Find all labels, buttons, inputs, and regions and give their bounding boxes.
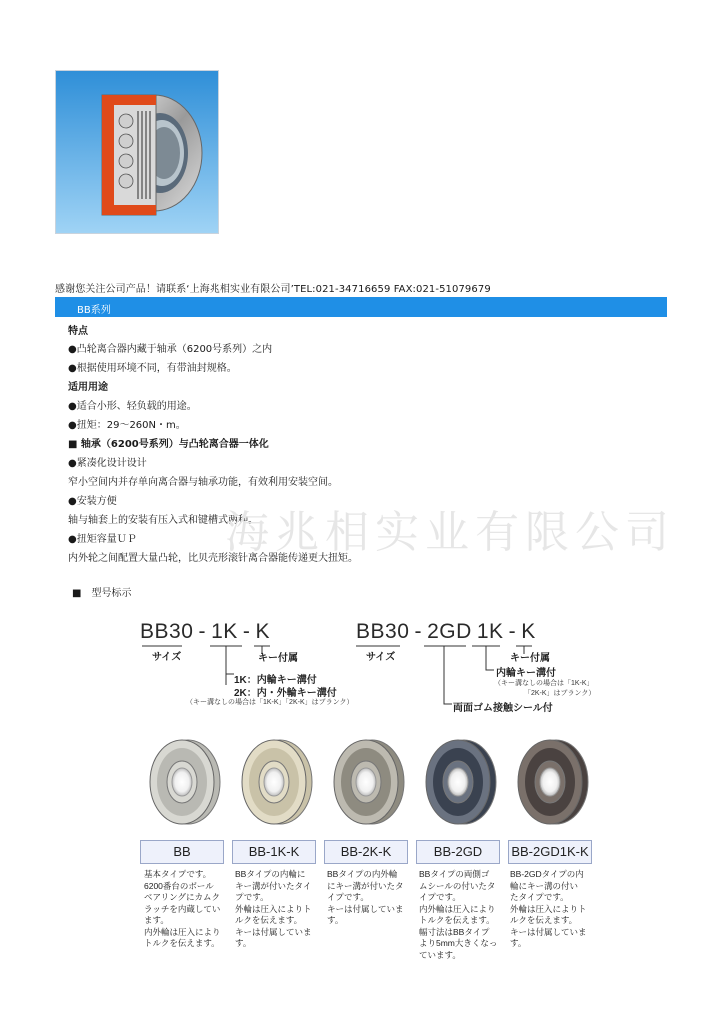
code-part-dash: - — [198, 620, 206, 643]
section-header-title: BB系列 — [77, 305, 111, 316]
content-line: 特点 — [68, 326, 88, 337]
size-label-left: サイズ — [152, 652, 182, 663]
content-line: 窄小空间内并存单向离合器与轴承功能，有效利用安装空间。 — [68, 477, 338, 488]
code-part-key: K — [521, 620, 536, 643]
code-part-keyway: 1K — [211, 620, 238, 643]
code-part-seal: 2GD — [427, 620, 472, 643]
content-line: ●安装方便 — [68, 496, 117, 507]
watermark-text: 海兆相实业有限公司 — [225, 507, 675, 558]
product-label-bb-2k-k: BB-2K-K — [324, 840, 408, 864]
bearing-image-bb-1k-k — [242, 740, 312, 824]
product-desc-bb-2gd: BBタイプの両側ゴ ムシールの付いたタ イプです。 内外輪は圧入により トルクを伝えます。 幅寸法はBBタイプ より5mm大きくなっ ています。 — [419, 869, 498, 960]
section-header-bar — [55, 297, 667, 317]
product-label-bb-2gd1k-k: BB-2GD1K-K — [508, 840, 592, 864]
code-part-size: BB30 — [356, 620, 410, 643]
product-label-bb-2gd: BB-2GD — [416, 840, 500, 864]
content-line: ●紧凑化设计设计 — [68, 458, 147, 469]
product-desc-bb-1k-k: BBタイプの内輪に キー溝が付いたタイ プです。 外輪は圧入によりト ルクを伝えます。 キーは付属していま す。 — [235, 869, 312, 948]
inner-keyway-label: 内輪キー溝付 — [496, 668, 556, 679]
product-bearing-row — [140, 736, 610, 828]
code-part-size: BB30 — [140, 620, 194, 643]
content-line: ●适合小形、轻负载的用途。 — [68, 401, 197, 412]
key-label-left: キー付属 — [258, 653, 298, 664]
key-label-right: キー付属 — [510, 653, 550, 664]
content-line: ■ 轴承（6200号系列）与凸轮离合器一体化 — [68, 439, 269, 450]
code-part-dash: - — [414, 620, 422, 643]
bearing-cutaway-illustration — [56, 71, 218, 233]
inner-keyway-note-1: （キー溝なしの場合は「1K-K」 — [494, 680, 594, 687]
content-line: 内外轮之间配置大量凸轮，比贝壳形滚针离合器能传递更大扭矩。 — [68, 553, 358, 564]
code-part-keyway: 1K — [476, 620, 504, 643]
hero-bearing-image — [55, 70, 219, 234]
bearing-image-bb-2gd — [426, 740, 496, 824]
product-desc-bb-2gd1k-k: BB-2GDタイプの内 輪にキー溝の付い たタイプです。 外輪は圧入によりト ルクを伝えます。 キーは付属していま す。 — [510, 869, 587, 948]
model-section-title: ■ 型号标示 — [72, 588, 132, 599]
bearing-image-bb — [150, 740, 220, 824]
code-part-dash: - — [242, 620, 251, 643]
content-line: 轴与轴套上的安装有压入式和键槽式两种。 — [68, 515, 258, 526]
bearing-image-bb-2k-k — [334, 740, 404, 824]
content-line: ●扭矩容量ＵＰ — [68, 534, 137, 545]
keyway-note-1k: 1K：内輪キー溝付 — [234, 675, 317, 686]
keyway-note-blank: （キー溝なしの場合は「1K-K」「2K-K」はブランク） — [186, 699, 354, 706]
code-part-key: K — [255, 620, 270, 643]
product-label-bb-1k-k: BB-1K-K — [232, 840, 316, 864]
seal-label: 両面ゴム接触シール付 — [453, 703, 553, 714]
keyway-note-2k: 2K：内・外輪キー溝付 — [234, 688, 337, 699]
bearing-image-bb-2gd1k-k — [518, 740, 588, 824]
product-desc-bb: 基本タイプです。 6200番台のボール ベアリングにカムク ラッチを内蔵してい ます。 内外輪は圧入により トルクを伝えます。 — [144, 869, 221, 948]
contact-line: 感谢您关注公司产品！请联系‘上海兆相实业有限公司’TEL:021-34716659 FAX:021-51079679 — [55, 284, 491, 295]
code-part-dash: - — [508, 620, 517, 643]
content-line: ●扭矩：29～260N・m。 — [68, 420, 186, 431]
size-label-right: サイズ — [366, 652, 396, 663]
product-label-bb: BB — [140, 840, 224, 864]
content-line: 适用用途 — [68, 382, 108, 393]
product-desc-bb-2k-k: BBタイプの内外輪 にキー溝が付いたタ イプです。 キーは付属していま す。 — [327, 869, 404, 925]
content-line: ●根据使用环境不同，有带油封规格。 — [68, 363, 237, 374]
inner-keyway-note-2: 「2K-K」はブランク） — [524, 690, 596, 697]
content-line: ●凸轮离合器内藏于轴承（6200号系列）之内 — [68, 344, 273, 355]
